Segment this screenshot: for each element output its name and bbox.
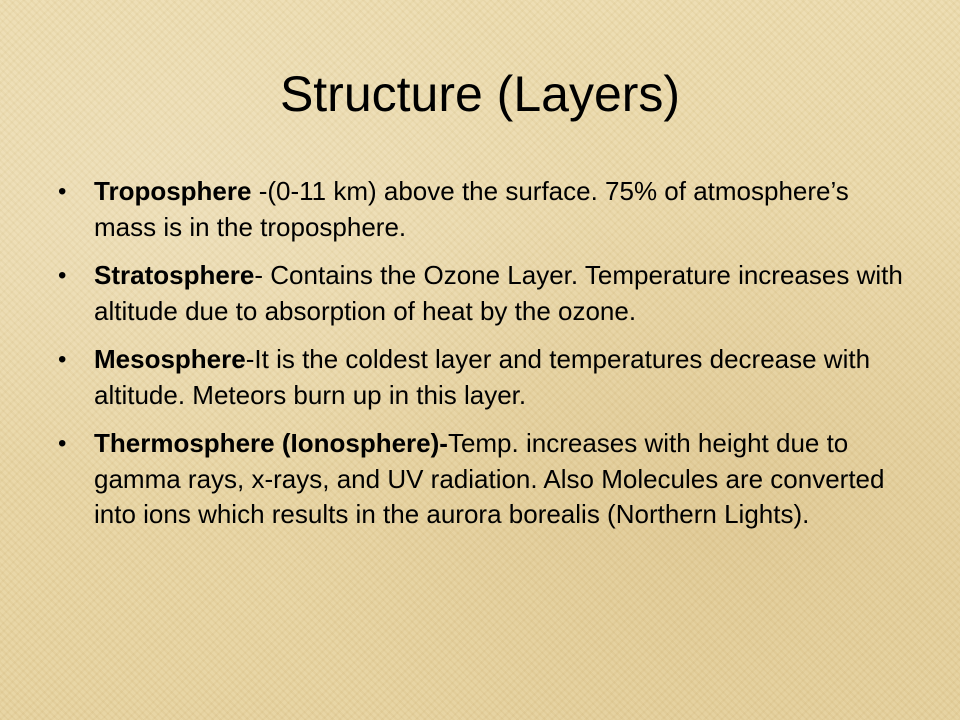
bullet-dot-icon: • xyxy=(58,346,67,373)
bullet-item-troposphere xyxy=(58,174,918,245)
bullet-term: Thermosphere (Ionosphere)- xyxy=(94,428,448,458)
bullet-item-stratosphere xyxy=(58,258,918,329)
bullet-text: Temp. increases with height due to gamma rays, x-rays, and UV radiation. Also Molecules are converted into ions which results in the aurora borealis (Northern Lights). xyxy=(94,428,885,529)
bullet-dot-icon: • xyxy=(58,430,67,457)
bullet-term: Mesosphere xyxy=(94,344,246,374)
slide-title: Structure (Layers) xyxy=(279,66,681,122)
bullet-text: -It is the coldest layer and temperatures decrease with altitude. Meteors burn up in this layer. xyxy=(94,344,871,410)
bullet-dot-icon: • xyxy=(58,262,67,289)
bullet-text: -(0-11 km) above the surface. 75% of atmosphere’s mass is in the troposphere. xyxy=(94,176,849,242)
bullet-term: Troposphere xyxy=(94,176,259,206)
bullet-item-mesosphere xyxy=(58,342,918,413)
bullet-item-thermosphere xyxy=(58,426,918,533)
bullet-list xyxy=(58,174,918,546)
bullet-text: - Contains the Ozone Layer. Temperature increases with altitude due to absorption of heat by the ozone. xyxy=(94,260,903,326)
bullet-term: Stratosphere xyxy=(94,260,255,290)
bullet-dot-icon: • xyxy=(58,178,67,205)
